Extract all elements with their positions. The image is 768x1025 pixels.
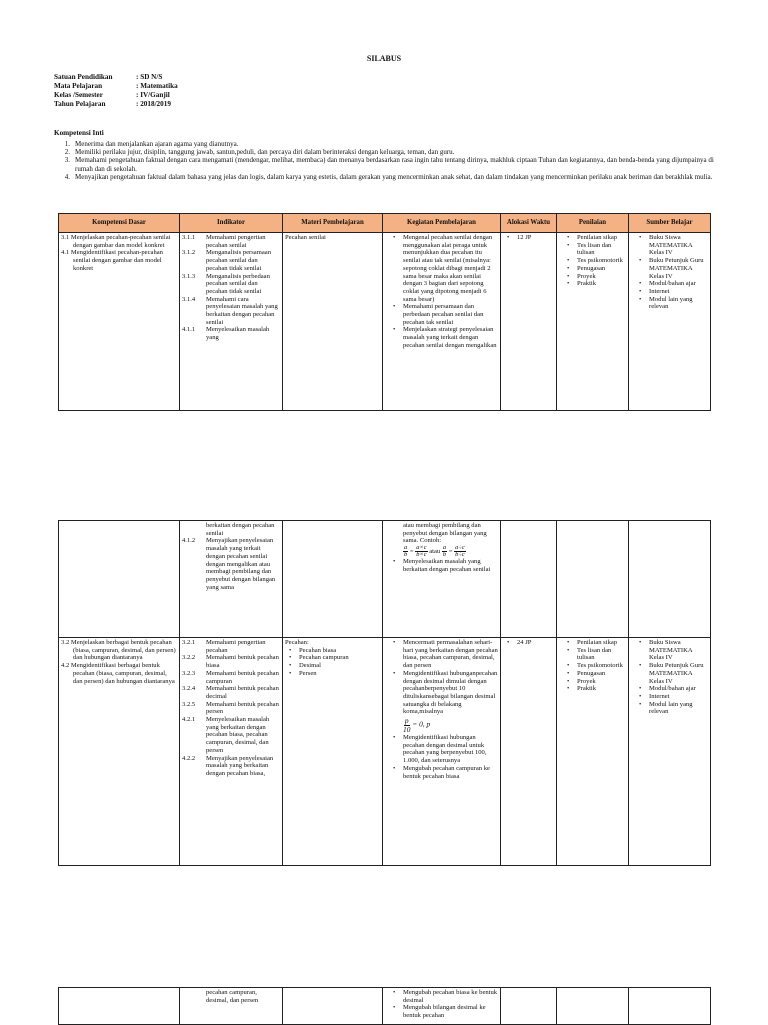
penilaian-cell	[557, 638, 629, 866]
sumber-list	[631, 234, 708, 311]
list-item: • Pecahan biasa	[285, 647, 380, 655]
kd-item: 4.1 Mengidentifikasi pecahan-pecahan senilai dengan gambar dan model konkret	[61, 249, 163, 272]
indikator-text: Memahami cara penyelesaian masalah yang berkaitan dengan pecahan senilai	[206, 295, 278, 326]
formula-rest: = 0, p	[412, 719, 431, 729]
indikator-item	[182, 326, 280, 341]
list-text: Memiliki perilaku jujur, disiplin, tanggung jawab, santun,peduli, dan percaya diri dalam berinteraksi dengan keluarga, teman, dan guru.	[75, 148, 455, 157]
indikator-text: Memahami bentuk pecahan decimal	[206, 685, 279, 700]
fraction	[442, 545, 447, 558]
list-item: • Memahami persamaan dan perbedaan pecahan senilai dan pecahan tak senilai	[385, 303, 498, 326]
denominator: b×c	[416, 551, 427, 559]
list-item: • Pecahan campuran	[285, 654, 380, 662]
list-text: Memahami pengetahuan faktual dengan cara mengamati (mendengar, melihat, membaca) dan menanya berdasarkan rasa ingin tahu tentang dirinya, makhluk ciptaan Tuhan dan kegiatannya, dan benda-benda yang dijumpainya di rumah dan di sekolah.	[75, 156, 714, 173]
indikator-code: 3.2.3	[182, 669, 196, 677]
denominator: b÷c	[455, 551, 465, 559]
numerator: a	[404, 544, 408, 552]
kegiatan-list	[385, 558, 498, 573]
kompetensi-inti-heading: Kompetensi Inti	[54, 129, 104, 137]
list-text: Menyajikan pengetahuan faktual dalam bahasa yang jelas dan logis, dalam karya yang estetis, dalam gerakan yang mencerminkan anak sehat, dan dalam tindakan yang mencerminkan perilaku anak beriman dan berakhlak mulia.	[75, 172, 713, 181]
table-row	[59, 233, 711, 411]
kd-cell	[59, 233, 180, 411]
list-item: • Modul/bahan ajar	[631, 280, 708, 288]
indikator-text: Menganalisis perbedaan pecahan senilai dan pecahan tidak senilai	[206, 272, 270, 295]
list-item: • Praktik	[559, 685, 626, 693]
table-row	[59, 988, 711, 1025]
indikator-text: Memahami bentuk pecahan persen	[206, 700, 279, 716]
indikator-item	[182, 537, 280, 591]
identity-row	[54, 100, 178, 109]
sumber-list	[631, 639, 708, 716]
list-item: • Mengidentifikasi hubungan pecahan dengan desimal untuk pecahan yang berpenyebut 100, 1.000, dan seterusnya	[385, 734, 498, 765]
materi-cell	[283, 521, 383, 638]
list-item: • Buku Siswa MATEMATIKA Kelas IV	[631, 639, 708, 662]
alokasi-cell	[501, 638, 557, 866]
syllabus-table-part-3	[58, 987, 711, 1025]
indikator-item	[182, 670, 280, 685]
list-item	[54, 140, 714, 148]
indikator-text: Menyajikan penyelesaian masalah yang terkait dengan pecahan senilai dengan mengalikan atau membagi pembilang dan penyebut dengan bilangan yang sama	[206, 537, 276, 591]
list-item: • Menjelaskan strategi penyelesaian masalah yang terkait dengan pecahan senilai dengan mengalikan	[385, 326, 498, 349]
list-item: • Proyek	[559, 678, 626, 686]
equals-sign: =	[409, 548, 414, 556]
alokasi-list	[503, 639, 554, 647]
indikator-cell	[180, 988, 283, 1025]
penilaian-cell	[557, 521, 629, 638]
identity-block	[54, 73, 178, 109]
indikator-item	[182, 234, 280, 249]
indikator-code: 3.1.4	[182, 295, 196, 303]
indikator-code: 3.1.3	[182, 272, 196, 280]
list-item: • Mengenal pecahan senilai dengan menggunakan alat peraga untuk menunjukkan dua pecahan itu senilai atau tak senilai (misalnya: sepotong coklat dibagi menjadi 2 sama besar maka akan senilai dengan 3 bagian dari sepotong coklat yang dipotong menjadi 6 sama besar)	[385, 234, 498, 303]
indikator-text: Memahami pengertian pecahan senilai	[206, 234, 266, 249]
materi-cell	[283, 638, 383, 866]
alokasi-cell	[501, 521, 557, 638]
sumber-cell	[629, 233, 711, 411]
indikator-text: Menganalisis persamaan pecahan senilai dan pecahan tidak senilai	[206, 249, 272, 272]
indikator-text: Memahami pengertian pecahan	[206, 639, 266, 654]
list-item	[54, 173, 714, 181]
indikator-code: 3.2.2	[182, 654, 196, 662]
list-item: • Buku Siswa MATEMATIKA Kelas IV	[631, 234, 708, 257]
indikator-code: 4.2.2	[182, 754, 196, 762]
list-number: 1.	[64, 140, 70, 148]
kegiatan-list	[385, 989, 498, 1020]
list-item: • Internet	[631, 288, 708, 296]
kd-item: 4.2 Mengidentifikasi berbagai bentuk pecahan (biasa, campuran, desimal, dan persen) dan hubungan diantaranya	[61, 662, 175, 685]
identity-value: : 2018/2019	[136, 100, 171, 108]
list-item: • Persen	[285, 670, 380, 678]
materi-cell	[283, 988, 383, 1025]
list-item: • Penugasan	[559, 670, 626, 678]
indikator-text: Menyelesaikan masalah yang berkaitan dengan pecahan biasa, pecahan campuran, desimal, dan persen	[206, 716, 270, 754]
list-item: • Proyek	[559, 273, 626, 281]
penilaian-list	[559, 639, 626, 693]
denominator: 10	[403, 724, 411, 734]
list-number: 3.	[64, 156, 70, 165]
list-number: 2.	[64, 148, 70, 157]
indikator-text: pecahan campuran, desimal, dan persen	[206, 989, 259, 1004]
list-item: • Mengubah pecahan campuran ke bentuk pecahan biasa	[385, 765, 498, 780]
list-item: • Mengubah bilangan desimal ke bentuk pecahan	[385, 1004, 498, 1019]
equals-sign: =	[448, 548, 453, 556]
syllabus-table-part-2	[58, 520, 711, 866]
indikator-cell	[180, 521, 283, 638]
kompetensi-inti-list	[54, 140, 714, 181]
identity-value: : Matematika	[136, 82, 178, 90]
materi-cell: Pecahan senilai	[283, 233, 383, 411]
indikator-item	[182, 685, 280, 700]
list-item: • Tes lisan dan tulisan	[559, 647, 626, 662]
fraction	[403, 717, 410, 733]
materi-title: Pecahan:	[285, 639, 309, 646]
list-item: • Tes lisan dan tulisan	[559, 242, 626, 257]
header-penilaian: Penilaian	[557, 214, 629, 233]
kd-cell	[59, 988, 180, 1025]
fraction	[415, 545, 427, 558]
kegiatan-text: atau membagi pembilang dan penyebut dengan bilangan yang sama. Contoh:	[403, 522, 487, 545]
alokasi-cell	[501, 988, 557, 1025]
identity-key: Tahun Pelajaran	[54, 100, 106, 108]
fraction	[403, 545, 408, 558]
list-item: • Praktik	[559, 280, 626, 288]
indikator-code: 3.2.5	[182, 700, 196, 708]
numerator: a÷c	[455, 544, 465, 552]
kd-cell	[59, 521, 180, 638]
indikator-text: Memahami bentuk pecahan biasa	[206, 654, 279, 670]
kegiatan-cell	[383, 521, 501, 638]
list-number: 4.	[64, 172, 70, 181]
indikator-cell	[180, 233, 283, 411]
kegiatan-cell	[383, 988, 501, 1025]
alokasi-list	[503, 234, 554, 242]
list-item: • Menyelesaikan masalah yang berkaitan dengan pecahan senilai	[385, 558, 498, 573]
indikator-code: 4.1.2	[182, 537, 196, 545]
sumber-cell	[629, 521, 711, 638]
denominator: b	[404, 551, 408, 559]
denominator: b	[442, 551, 447, 559]
kegiatan-cell	[383, 233, 501, 411]
document-title: SILABUS	[366, 54, 402, 63]
numerator: a	[442, 544, 447, 552]
indikator-code: 3.2.1	[182, 639, 196, 646]
penilaian-list	[559, 234, 626, 288]
list-item: • Mengidentifikasi hubunganpecahan dengan desimal dimulai dengan pecahanberpenyebut 10 dituliskansebagai bilangan desimal satuangka di belakang koma,misalnya	[385, 670, 498, 716]
identity-row	[54, 73, 178, 82]
list-item: • Tes psikomotorik	[559, 257, 626, 265]
indikator-text: Memahami bentuk pecahan campuran	[206, 669, 279, 685]
alokasi-cell	[501, 233, 557, 411]
list-item: • Mencermati permasalahan sehari-hari yang berkaitan dengan pecahan biasa, pecahan campuran, desimal, dan persen	[385, 639, 498, 670]
equivalent-fraction-formula	[385, 545, 498, 558]
indikator-item	[182, 654, 280, 669]
identity-row	[54, 91, 178, 100]
list-item: • Buku Petunjuk Guru MATEMATIKA Kelas IV	[631, 662, 708, 685]
kegiatan-list	[385, 639, 498, 716]
numerator: p	[404, 716, 409, 726]
indikator-cell	[180, 638, 283, 866]
identity-key: Mata Pelajaran	[54, 82, 103, 90]
table-row	[59, 521, 711, 638]
materi-list	[285, 647, 380, 678]
kd-item: 3.1 Menjelaskan pecahan-pecahan senilai dengan gambar dan model konkret	[61, 234, 171, 249]
list-item: • Modul/bahan ajar	[631, 685, 708, 693]
list-item: • Modul lain yang relevan	[631, 701, 708, 716]
indikator-code: 4.1.1	[182, 326, 196, 334]
kegiatan-list	[385, 234, 498, 350]
list-item: • Mengubah pecahan biasa ke bentuk desimal	[385, 989, 498, 1004]
indikator-item	[182, 639, 280, 654]
penilaian-cell	[557, 988, 629, 1025]
identity-key: Satuan Pendidikan	[54, 73, 113, 81]
indikator-item	[182, 701, 280, 716]
list-item: • Penugasan	[559, 265, 626, 273]
list-item: • Buku Petunjuk Guru MATEMATIKA Kelas IV	[631, 257, 708, 280]
list-text: Menerima dan menjalankan ajaran agama yang dianutnya.	[75, 140, 239, 148]
header-indikator: Indikator	[180, 214, 283, 233]
header-kegiatan: Kegiatan Pembelajaran	[383, 214, 501, 233]
table-header-row	[59, 214, 711, 233]
header-alokasi: Alokasi Waktu	[501, 214, 557, 233]
kd-cell	[59, 638, 180, 866]
fraction	[454, 545, 466, 558]
syllabus-table-part-1	[58, 213, 711, 411]
list-item: • Desimal	[285, 662, 380, 670]
identity-value: : IV/Ganjil	[136, 91, 170, 99]
indikator-code: 3.1.2	[182, 249, 196, 257]
list-item: • Modul lain yang relevan	[631, 296, 708, 311]
kd-item: 3.2 Menjelaskan berbagai bentuk pecahan (biasa, campuran, desimal, dan persen) dan hubungan diantaranya	[61, 639, 176, 662]
sumber-cell	[629, 988, 711, 1025]
indikator-code: 3.1.1	[182, 234, 196, 241]
list-item: • Internet	[631, 693, 708, 701]
list-item: • Tes psikomotorik	[559, 662, 626, 670]
indikator-text: Menyelesaikan masalah yang	[206, 326, 270, 342]
sumber-cell	[629, 638, 711, 866]
identity-row	[54, 82, 178, 91]
list-item	[54, 148, 714, 156]
identity-value: : SD N/S	[136, 73, 163, 81]
indikator-item	[182, 249, 280, 272]
header-kompetensi-dasar: Kompetensi Dasar	[59, 214, 180, 233]
penilaian-cell	[557, 233, 629, 411]
list-item: • Penilaian sikap	[559, 234, 626, 242]
identity-key: Kelas /Semester	[54, 91, 103, 99]
list-item: • 24 JP	[503, 639, 554, 647]
indikator-item	[182, 716, 280, 755]
list-item: • 12 JP	[503, 234, 554, 242]
list-item	[54, 156, 714, 172]
list-item: • Penilaian sikap	[559, 639, 626, 647]
header-sumber: Sumber Belajar	[629, 214, 711, 233]
indikator-code: 4.2.1	[182, 716, 196, 724]
header-materi: Materi Pembelajaran	[283, 214, 383, 233]
indikator-text: berkaitan dengan pecahan senilai	[206, 522, 275, 537]
decimal-formula	[385, 717, 498, 733]
kegiatan-list	[385, 734, 498, 780]
numerator: a×c	[416, 544, 427, 552]
formula-connector: atau	[429, 548, 441, 556]
indikator-text: Menyajikan penyelesaian masalah yang berkaitan dengan pecahan biasa,	[206, 754, 274, 777]
indikator-item	[182, 755, 280, 778]
indikator-item	[182, 296, 280, 327]
indikator-item	[182, 273, 280, 296]
indikator-code: 3.2.4	[182, 685, 196, 693]
table-row	[59, 638, 711, 866]
kegiatan-cell	[383, 638, 501, 866]
